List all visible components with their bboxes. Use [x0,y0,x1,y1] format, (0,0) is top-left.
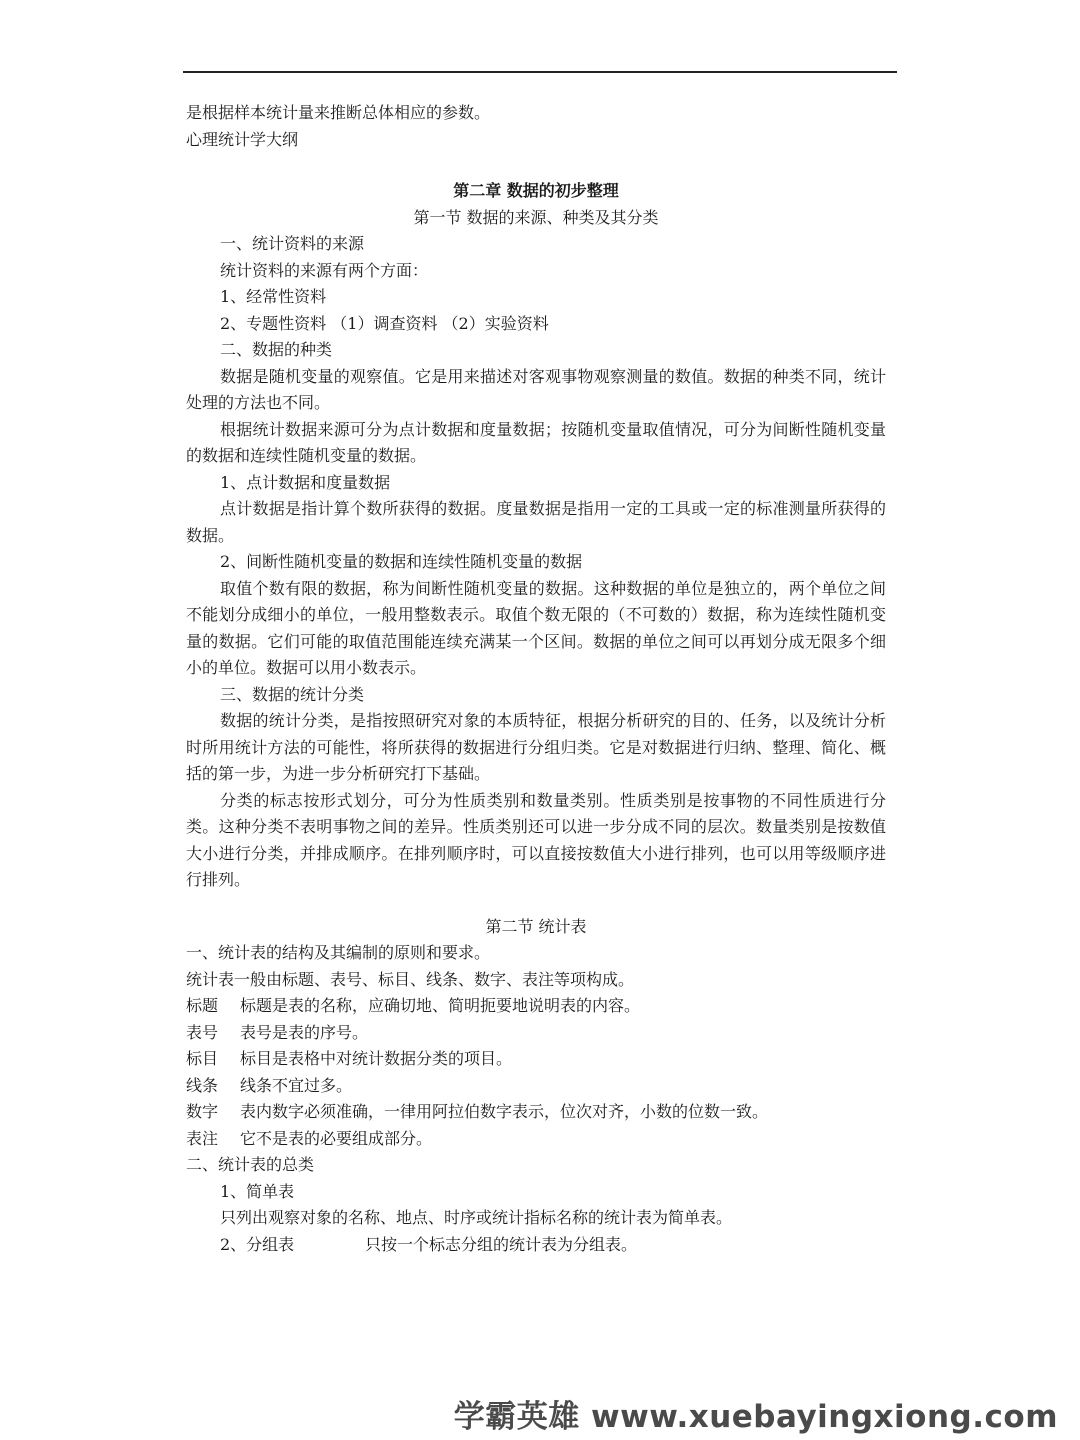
definition-desc: 线条不宜过多。 [240,1075,353,1095]
definition-item [186,1020,886,1047]
intro-line: 是根据样本统计量来推断总体相应的参数。 [186,103,491,122]
subheading: 2、间断性随机变量的数据和连续性随机变量的数据 [220,552,583,571]
list-item: 1、经常性资料 [220,287,327,306]
paragraph: 只按一个标志分组的统计表为分组表。 [365,1234,638,1254]
section2-heading-1: 一、统计表的结构及其编制的原则和要求。 [186,943,491,962]
list-item: 2、专题性资料 （1）调查资料 （2）实验资料 [220,313,549,333]
definition-term: 标题 [186,996,219,1015]
definition-desc: 表内数字必须准确，一律用阿拉伯数字表示，位次对齐，小数的位数一致。 [240,1102,769,1121]
section2-title: 第二节 统计表 [485,916,587,936]
definition-item [186,1232,886,1259]
section1-heading-3: 三、数据的统计分类 [220,684,365,704]
paragraph: 取值个数有限的数据，称为间断性随机变量的数据。这种数据的单位是独立的，两个单位之间不能划分成细小的单位，一般用整数表示。取值个数无限的（不可数的）数据，称为连续性随机变量的数据。它们可能的取值范围能连续充满某一个区间。数据的单位之间可以再划分成无限多个细小的单位。数据可以用小数表示。 [186,578,886,677]
section2-heading-2: 二、统计表的总类 [186,1155,315,1174]
definition-item [186,1099,886,1126]
definition-item [186,993,886,1020]
outline-title: 心理统计学大纲 [186,129,299,149]
definition-item [186,1126,886,1153]
paragraph: 统计表一般由标题、表号、标目、线条、数字、表注等项构成。 [186,969,635,989]
definition-term: 数字 [186,1102,219,1121]
paragraph: 数据的统计分类，是指按照研究对象的本质特征，根据分析研究的目的、任务，以及统计分析时所用统计方法的可能性，将所获得的数据进行分组归类。它是对数据进行归纳、整理、简化、概括的第一步，为进一步分析研究打下基础。 [186,711,886,783]
section1-heading-1: 一、统计资料的来源 [220,234,365,253]
definition-term: 标目 [186,1049,219,1068]
section1-title: 第一节 数据的来源、种类及其分类 [413,207,659,227]
paragraph: 数据是随机变量的观察值。它是用来描述对客观事物观察测量的数值。数据的种类不同，统计处理的方法也不同。 [186,366,886,412]
watermark: 学霸英雄 www.xuebayingxiong.com [453,1399,1058,1435]
definition-term: 线条 [186,1075,219,1095]
subheading: 1、简单表 [220,1181,295,1201]
definition-desc: 标目是表格中对统计数据分类的项目。 [240,1049,513,1068]
definition-desc: 标题是表的名称，应确切地、简明扼要地说明表的内容。 [240,996,641,1015]
paragraph: 分类的标志按形式划分，可分为性质类别和数量类别。性质类别是按事物的不同性质进行分类。这种分类不表明事物之间的差异。性质类别还可以进一步分成不同的层次。数量类别是按数值大小进行分类，并排成顺序。在排列顺序时，可以直接按数值大小进行排列，也可以用等级顺序进行排列。 [186,790,886,889]
definition-item [186,1046,886,1073]
header-rule [183,71,897,73]
paragraph: 点计数据是指计算个数所获得的数据。度量数据是指用一定的工具或一定的标准测量所获得的数据。 [186,499,886,545]
subheading: 2、分组表 [220,1234,295,1254]
chapter-title: 第二章 数据的初步整理 [453,181,619,200]
definition-term: 表注 [186,1128,219,1148]
definition-term: 表号 [186,1022,219,1042]
document-body [186,100,886,1258]
definition-item [186,1073,886,1100]
definition-desc: 它不是表的必要组成部分。 [240,1128,433,1148]
paragraph: 只列出观察对象的名称、地点、时序或统计指标名称的统计表为简单表。 [220,1208,733,1227]
subheading: 1、点计数据和度量数据 [220,472,391,492]
paragraph: 根据统计数据来源可分为点计数据和度量数据；按随机变量取值情况，可分为间断性随机变量的数据和连续性随机变量的数据。 [186,419,886,465]
section1-heading-2: 二、数据的种类 [220,340,333,359]
paragraph: 统计资料的来源有两个方面： [220,260,429,280]
definition-desc: 表号是表的序号。 [240,1022,369,1042]
